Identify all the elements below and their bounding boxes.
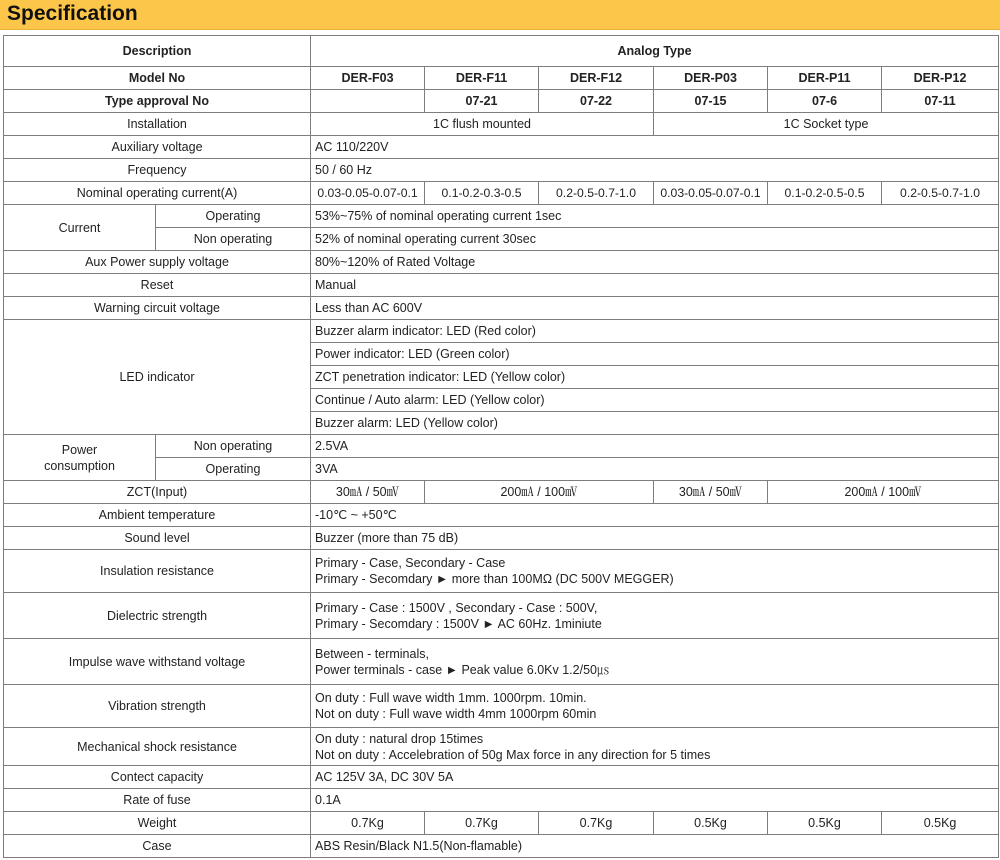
weight-label: Weight: [4, 812, 311, 835]
table-row: [4, 835, 999, 858]
fuse-label: Rate of fuse: [4, 789, 311, 812]
model-cell: DER-F03: [311, 67, 425, 90]
sound-value: Buzzer (more than 75 dB): [311, 527, 999, 550]
warning-voltage-label: Warning circuit voltage: [4, 297, 311, 320]
header-banner: [0, 0, 1000, 30]
table-row: [4, 728, 999, 766]
approval-cell: 07-6: [768, 90, 882, 113]
reset-label: Reset: [4, 274, 311, 297]
aux-power-value: 80%~120% of Rated Voltage: [311, 251, 999, 274]
table-row: [4, 182, 999, 205]
table-row: [4, 766, 999, 789]
nominal-current-cell: 0.2-0.5-0.7-1.0: [539, 182, 654, 205]
aux-voltage-value: AC 110/220V: [311, 136, 999, 159]
vibration-line: Not on duty : Full wave width 4mm 1000rpm 60min: [315, 707, 597, 721]
ambient-value: -10℃ ~ +50℃: [311, 504, 999, 527]
led-label: LED indicator: [4, 320, 311, 435]
current-non-operating-value: 52% of nominal operating current 30sec: [311, 228, 999, 251]
type-approval-label: Type approval No: [4, 90, 311, 113]
table-row: [4, 789, 999, 812]
power-operating-label: Operating: [156, 458, 311, 481]
zct-cell: 200㎃ / 100㎷: [768, 481, 999, 504]
table-row: [4, 67, 999, 90]
installation-socket: 1C Socket type: [654, 113, 999, 136]
led-item: Buzzer alarm: LED (Yellow color): [311, 412, 999, 435]
page-title: Specification: [7, 2, 138, 25]
dielectric-line: Primary - Secomdary : 1500V ► AC 60Hz. 1miniute: [315, 616, 602, 631]
model-cell: DER-F12: [539, 67, 654, 90]
frequency-label: Frequency: [4, 159, 311, 182]
sound-label: Sound level: [4, 527, 311, 550]
table-row: [4, 435, 999, 458]
description-header: Description: [4, 36, 311, 67]
vibration-label: Vibration strength: [4, 685, 311, 728]
zct-label: ZCT(Input): [4, 481, 311, 504]
table-row: [4, 274, 999, 297]
current-non-operating-label: Non operating: [156, 228, 311, 251]
zct-cell: 30㎃ / 50㎷: [311, 481, 425, 504]
table-row: [4, 251, 999, 274]
shock-value: [311, 728, 999, 766]
nominal-current-cell: 0.1-0.2-0.5-0.5: [768, 182, 882, 205]
frequency-value: 50 / 60 Hz: [311, 159, 999, 182]
contact-value: AC 125V 3A, DC 30V 5A: [311, 766, 999, 789]
dielectric-label: Dielectric strength: [4, 593, 311, 639]
table-row: [4, 639, 999, 685]
installation-flush: 1C flush mounted: [311, 113, 654, 136]
current-label: Current: [4, 205, 156, 251]
table-row: [4, 205, 999, 228]
table-row: [4, 527, 999, 550]
table-row: [4, 320, 999, 343]
insulation-label: Insulation resistance: [4, 550, 311, 593]
table-row: [4, 90, 999, 113]
weight-cell: 0.5Kg: [654, 812, 768, 835]
vibration-value: [311, 685, 999, 728]
analog-type-header: Analog Type: [311, 36, 999, 67]
table-row: [4, 159, 999, 182]
weight-cell: 0.7Kg: [539, 812, 654, 835]
zct-cell: 200㎃ / 100㎷: [425, 481, 654, 504]
ambient-label: Ambient temperature: [4, 504, 311, 527]
nominal-current-cell: 0.03-0.05-0.07-0.1: [654, 182, 768, 205]
case-label: Case: [4, 835, 311, 858]
table-row: [4, 36, 999, 67]
approval-cell: 07-22: [539, 90, 654, 113]
weight-cell: 0.7Kg: [311, 812, 425, 835]
power-consumption-label-line: consumption: [44, 458, 115, 473]
weight-cell: 0.7Kg: [425, 812, 539, 835]
table-row: [4, 297, 999, 320]
model-cell: DER-P03: [654, 67, 768, 90]
installation-label: Installation: [4, 113, 311, 136]
model-cell: DER-P12: [882, 67, 999, 90]
table-row: [4, 481, 999, 504]
dielectric-line: Primary - Case : 1500V , Secondary - Case : 500V,: [315, 600, 598, 615]
reset-value: Manual: [311, 274, 999, 297]
table-row: [4, 136, 999, 159]
table-row: [4, 550, 999, 593]
weight-cell: 0.5Kg: [768, 812, 882, 835]
nominal-current-cell: 0.03-0.05-0.07-0.1: [311, 182, 425, 205]
approval-cell: 07-11: [882, 90, 999, 113]
insulation-value: [311, 550, 999, 593]
nominal-current-cell: 0.1-0.2-0.3-0.5: [425, 182, 539, 205]
current-operating-value: 53%~75% of nominal operating current 1sec: [311, 205, 999, 228]
fuse-value: 0.1A: [311, 789, 999, 812]
aux-voltage-label: Auxiliary voltage: [4, 136, 311, 159]
led-item: Buzzer alarm indicator: LED (Red color): [311, 320, 999, 343]
shock-label: Mechanical shock resistance: [4, 728, 311, 766]
contact-label: Contect capacity: [4, 766, 311, 789]
led-item: ZCT penetration indicator: LED (Yellow color): [311, 366, 999, 389]
current-operating-label: Operating: [156, 205, 311, 228]
approval-cell: 07-21: [425, 90, 539, 113]
power-non-operating-value: 2.5VA: [311, 435, 999, 458]
power-non-operating-label: Non operating: [156, 435, 311, 458]
table-row: [4, 113, 999, 136]
dielectric-value: [311, 593, 999, 639]
power-consumption-label-line: Power: [61, 442, 98, 457]
weight-cell: 0.5Kg: [882, 812, 999, 835]
table-row: [4, 812, 999, 835]
table-row: [4, 504, 999, 527]
insulation-line: Primary - Case, Secondary - Case: [315, 556, 506, 570]
nominal-current-cell: 0.2-0.5-0.7-1.0: [882, 182, 999, 205]
spec-table: [3, 35, 999, 858]
shock-line: On duty : natural drop 15times: [315, 731, 484, 746]
vibration-line: On duty : Full wave width 1mm. 1000rpm. 10min.: [315, 691, 587, 705]
shock-line: Not on duty : Accelebration of 50g Max force in any direction for 5 times: [315, 747, 711, 762]
aux-power-label: Aux Power supply voltage: [4, 251, 311, 274]
impulse-value: [311, 639, 999, 685]
nominal-current-label: Nominal operating current(A): [4, 182, 311, 205]
impulse-line: Power terminals - case ► Peak value 6.0Kv 1.2/50㎲: [315, 662, 610, 677]
insulation-line: Primary - Secomdary ► more than 100MΩ (DC 500V MEGGER): [315, 572, 674, 586]
approval-cell: 07-15: [654, 90, 768, 113]
table-row: [4, 685, 999, 728]
power-consumption-label: [4, 435, 156, 481]
impulse-label: Impulse wave withstand voltage: [4, 639, 311, 685]
case-value: ABS Resin/Black N1.5(Non-flamable): [311, 835, 999, 858]
led-item: Continue / Auto alarm: LED (Yellow color): [311, 389, 999, 412]
power-operating-value: 3VA: [311, 458, 999, 481]
table-row: [4, 593, 999, 639]
zct-cell: 30㎃ / 50㎷: [654, 481, 768, 504]
model-no-label: Model No: [4, 67, 311, 90]
led-item: Power indicator: LED (Green color): [311, 343, 999, 366]
model-cell: DER-F11: [425, 67, 539, 90]
model-cell: DER-P11: [768, 67, 882, 90]
warning-voltage-value: Less than AC 600V: [311, 297, 999, 320]
approval-cell: [311, 90, 425, 113]
impulse-line: Between - terminals,: [315, 646, 429, 661]
